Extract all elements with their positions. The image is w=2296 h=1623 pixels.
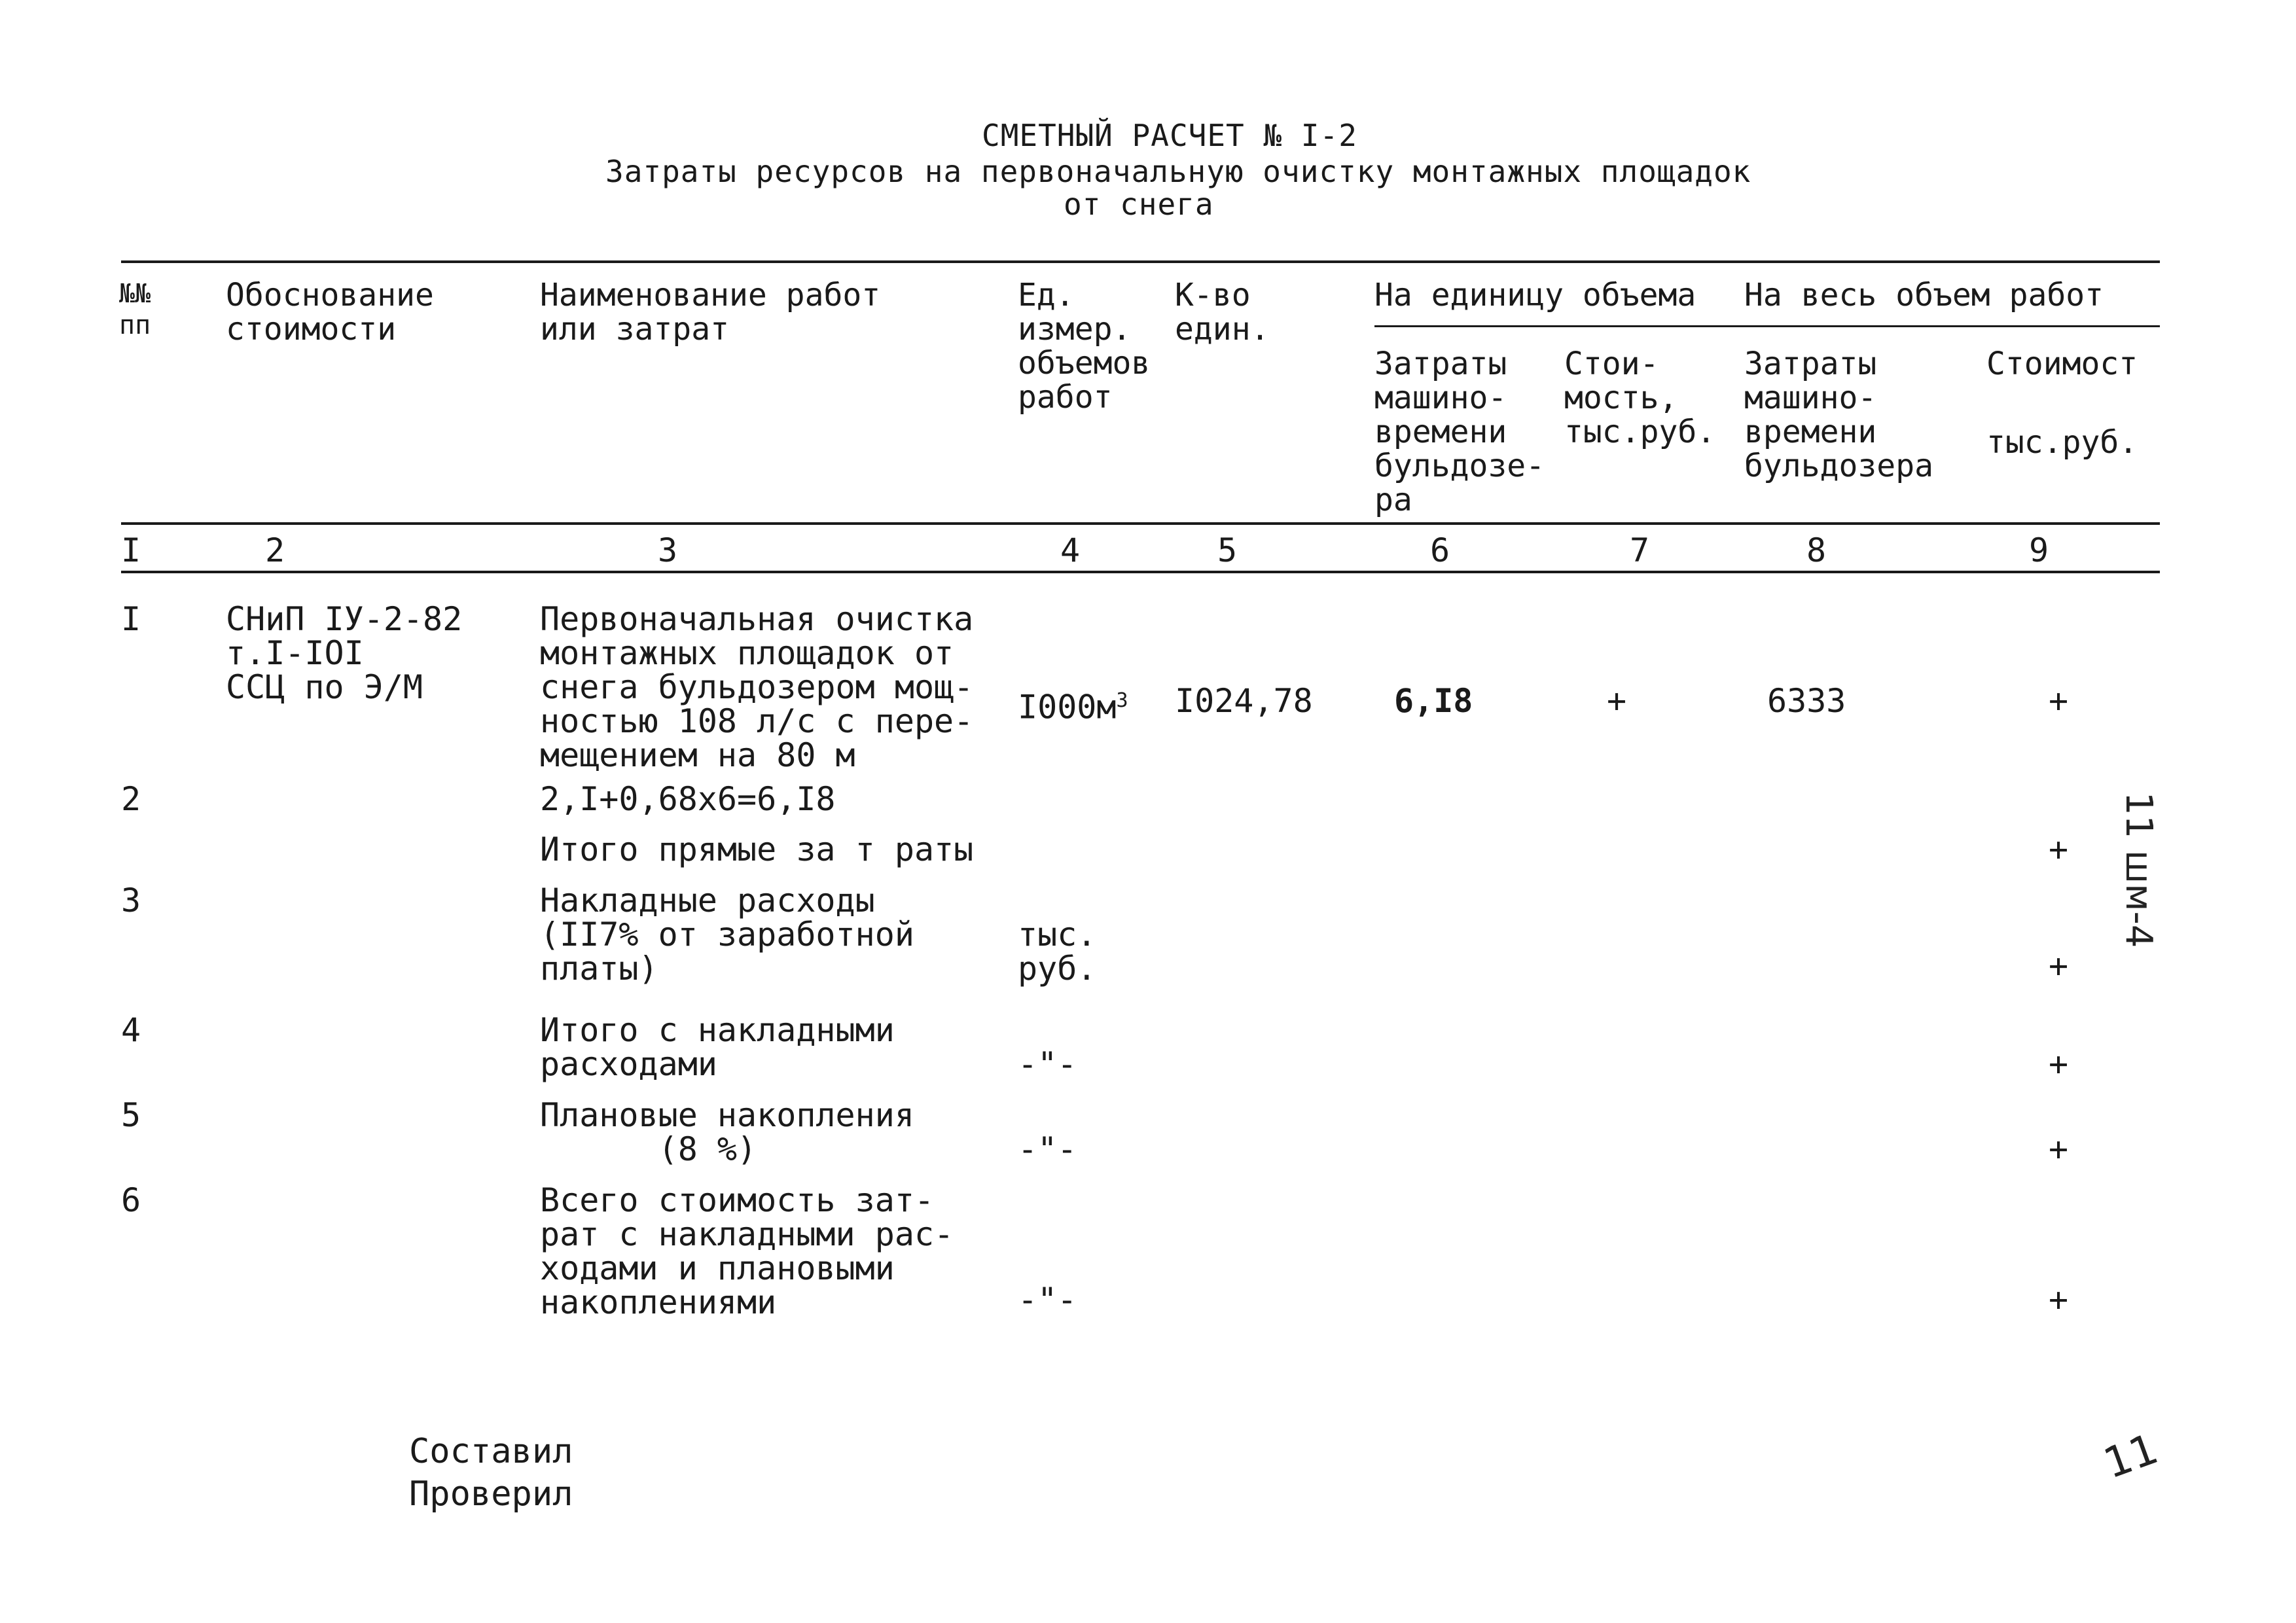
row-1-cost-unit: +	[1607, 682, 1627, 720]
header-cost-total-unit: тыс.руб.	[1986, 424, 2138, 461]
document-subtitle-continued: от снега	[1064, 187, 1214, 222]
handwritten-margin-note: 11 шм-4	[2117, 792, 2160, 948]
header-machine-time-total: Затраты машино- времени бульдозера	[1744, 346, 1933, 484]
column-number-3: 3	[658, 531, 678, 569]
column-number-9: 9	[2029, 531, 2049, 569]
column-number-4: 4	[1060, 531, 1081, 569]
header-group-per-unit: На единицу объема	[1374, 277, 1696, 313]
row-1-unit: $I000м^3$	[1018, 688, 1128, 726]
checked-by-label: Проверил	[409, 1474, 573, 1514]
header-bottom-rule	[121, 522, 2160, 525]
row-1-machine-time-total: 6333	[1767, 682, 1846, 720]
column-number-1: I	[121, 531, 141, 569]
row-6-name: Всего стоимость зат- рат с накладными рас- ходами и плановыми накоплениями	[540, 1181, 954, 1321]
row-2-name: 2,I+0,68х6=6,I8	[540, 780, 836, 818]
compiled-by-label: Составил	[409, 1432, 573, 1471]
header-cost-total: Стоимост	[1986, 346, 2138, 382]
header-unit: Ед. измер. объемов работ	[1018, 277, 1151, 416]
row-4-number: 4	[121, 1011, 141, 1049]
row-4-cost-total: +	[2049, 1045, 2069, 1083]
row-1-basis: СНиП IУ-2-82 т.I-IOI ССЦ по Э/М	[226, 600, 463, 706]
row-2-number: 2	[121, 780, 141, 818]
column-number-6: 6	[1430, 531, 1450, 569]
document-title: СМЕТНЫЙ РАСЧЕТ № I-2	[982, 118, 1357, 153]
row-5-cost-total: +	[2049, 1130, 2069, 1168]
group-header-rule	[1374, 325, 2160, 327]
row-1-number: I	[121, 600, 141, 638]
header-row-number: №№ пп	[119, 279, 151, 340]
row-3-number: 3	[121, 882, 141, 919]
row-5-name: Плановые накопления (8 %)	[540, 1096, 914, 1168]
column-number-7: 7	[1630, 531, 1650, 569]
row-1-quantity: I024,78	[1175, 682, 1313, 720]
column-number-8: 8	[1806, 531, 1827, 569]
header-work-name: Наименование работ или затрат	[540, 277, 881, 348]
row-1-cost-total: +	[2049, 682, 2069, 720]
row-4-unit: -"-	[1018, 1045, 1077, 1083]
header-cost-unit: Стои- мость, тыс.руб.	[1564, 346, 1716, 450]
row-4-name: Итого с накладными расходами	[540, 1011, 895, 1083]
row-5-unit: -"-	[1018, 1130, 1077, 1168]
row-3-name: Накладные расходы (II7% от заработной платы)	[540, 882, 914, 988]
row-direct-costs-total: +	[2049, 830, 2069, 868]
row-direct-costs-name: Итого прямые за т раты	[540, 830, 974, 868]
row-1-name: Первоначальная очистка монтажных площадок от снега бульдозером мощ- ностью 108 л/с с пере- мещением на 80 м	[540, 600, 974, 774]
header-quantity: К-во един.	[1175, 277, 1270, 348]
row-6-cost-total: +	[2049, 1281, 2069, 1319]
header-group-total: На весь объем работ	[1744, 277, 2104, 313]
row-1-machine-time-unit: 6,I8	[1394, 682, 1473, 720]
row-3-cost-total: +	[2049, 947, 2069, 985]
row-3-unit: тыс. руб.	[1018, 916, 1097, 988]
column-number-2: 2	[265, 531, 285, 569]
handwritten-page-mark: 11	[2098, 1425, 2164, 1489]
header-cost-basis: Обоснование стоимости	[226, 277, 434, 348]
table-top-rule	[121, 260, 2160, 263]
column-numbers-rule	[121, 571, 2160, 573]
column-number-5: 5	[1217, 531, 1238, 569]
header-machine-time-unit: Затраты машино- времени бульдозе- ра	[1374, 346, 1545, 518]
row-5-number: 5	[121, 1096, 141, 1134]
row-6-number: 6	[121, 1181, 141, 1219]
row-6-unit: -"-	[1018, 1281, 1077, 1319]
document-subtitle: Затраты ресурсов на первоначальную очистку монтажных площадок	[605, 154, 1751, 189]
